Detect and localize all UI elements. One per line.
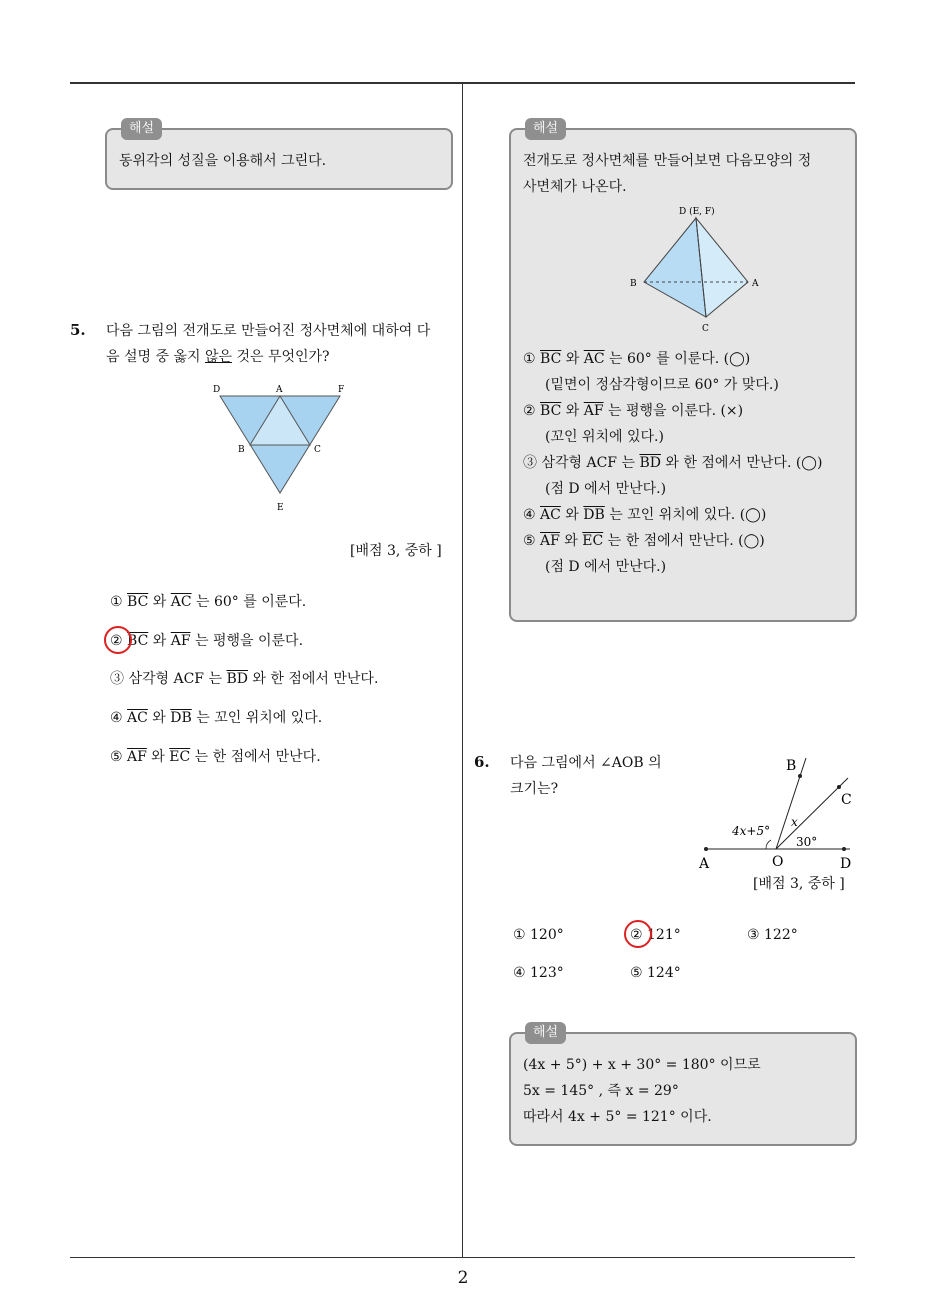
- left-explanation-box: [105, 121, 453, 190]
- explanation-item-3: ③ 삼각형 ACF 는 $\overline{BD}$ 와 한 점에서 만난다. (◯): [523, 455, 823, 471]
- label-B: B: [238, 445, 245, 455]
- question-number: 5.: [70, 321, 86, 339]
- explanation-tag: 해설: [121, 118, 162, 140]
- explanation-text: 동위각의 성질을 이용해서 그린다.: [119, 153, 327, 169]
- label-B: B: [630, 279, 637, 289]
- angle-figure: [690, 752, 860, 874]
- label-D-EF: D (E, F): [679, 207, 715, 217]
- label-F: F: [338, 385, 345, 395]
- option-1[interactable]: ① $\overline{BC}$ 와 $\overline{AC}$ 는 60° 를 이룬다.: [110, 594, 307, 610]
- option-1[interactable]: ① 120°: [513, 927, 564, 943]
- explanation-item-2: ② $\overline{BC}$ 와 $\overline{AF}$ 는 평행을 이룬다. (×): [523, 403, 744, 419]
- explanation-note: (점 D 에서 만난다.): [545, 559, 667, 575]
- explanation-note: (밑면이 정삼각형이므로 60° 가 맞다.): [545, 377, 779, 393]
- question-text-line2: 음 설명 중 옳지 않은 것은 무엇인가?: [106, 349, 330, 365]
- column-divider: [462, 84, 463, 1257]
- score-label: [배점 3, 중하 ]: [350, 543, 442, 559]
- explanation-item-1: ① $\overline{BC}$ 와 $\overline{AC}$ 는 60° 를 이룬다. (◯): [523, 351, 751, 367]
- label-A: A: [699, 856, 710, 872]
- explanation-item-5: ⑤ $\overline{AF}$ 와 $\overline{EC}$ 는 한 점에서 만난다. (◯): [523, 533, 765, 549]
- label-C: C: [841, 792, 852, 808]
- explanation-line2: 5x = 145° , 즉 x = 29°: [523, 1083, 679, 1099]
- label-angle: 30°: [796, 835, 818, 849]
- net-figure: [210, 378, 360, 518]
- explanation-note: (점 D 에서 만난다.): [545, 481, 667, 497]
- explanation-tag: 해설: [525, 1022, 566, 1044]
- question-number: 6.: [474, 753, 490, 771]
- option-5[interactable]: ⑤ 124°: [630, 965, 681, 981]
- label-D: D: [840, 856, 852, 872]
- question-6: [474, 750, 694, 802]
- question-5: [70, 318, 460, 370]
- page-number: 2: [457, 1268, 469, 1288]
- label-C: C: [702, 324, 709, 334]
- label-D: D: [213, 385, 221, 395]
- label-O: O: [772, 854, 784, 870]
- option-4[interactable]: ④ $\overline{AC}$ 와 $\overline{DB}$ 는 꼬인 위치에 있다.: [110, 710, 323, 726]
- explanation-line1: (4x + 5°) + x + 30° = 180° 이므로: [523, 1057, 761, 1073]
- answer-circle-mark: [624, 920, 652, 948]
- label-A: A: [752, 279, 759, 289]
- explanation-line1: 전개도로 정사면체를 만들어보면 다음모양의 정: [523, 153, 812, 169]
- explanation-line3: 따라서 4x + 5° = 121° 이다.: [523, 1109, 712, 1125]
- option-4[interactable]: ④ 123°: [513, 965, 564, 981]
- option-5[interactable]: ⑤ $\overline{AF}$ 와 $\overline{EC}$ 는 한 점에서 만난다.: [110, 749, 321, 765]
- score-label: [배점 3, 중하 ]: [753, 876, 845, 892]
- question-text-line2: 크기는?: [510, 781, 559, 797]
- label-A: A: [276, 385, 283, 395]
- option-2[interactable]: ② $\overline{BC}$ 와 $\overline{AF}$ 는 평행을 이룬다.: [110, 633, 304, 649]
- explanation-item-4: ④ $\overline{AC}$ 와 $\overline{DB}$ 는 꼬인 위치에 있다. (◯): [523, 507, 767, 523]
- right-explanation-box-1: [509, 121, 857, 622]
- explanation-note: (꼬인 위치에 있다.): [545, 429, 664, 445]
- question-text-line1: 다음 그림의 전개도로 만들어진 정사면체에 대하여 다: [106, 323, 431, 339]
- label-E: E: [277, 503, 284, 513]
- label-x: x: [791, 815, 798, 829]
- answer-circle-mark: [104, 626, 132, 654]
- explanation-tag: 해설: [525, 118, 566, 140]
- label-expr: 4x+5°: [732, 824, 771, 838]
- label-C: C: [314, 445, 321, 455]
- option-3[interactable]: ③ 122°: [747, 927, 798, 943]
- option-3[interactable]: ③ 삼각형 ACF 는 $\overline{BD}$ 와 한 점에서 만난다.: [110, 671, 379, 687]
- question-text-line1: 다음 그림에서 ∠AOB 의: [510, 755, 662, 771]
- option-2[interactable]: ② 121°: [630, 927, 681, 943]
- right-explanation-box-2: [509, 1025, 857, 1146]
- bottom-rule: [70, 1257, 855, 1258]
- explanation-items: [523, 346, 843, 580]
- tetrahedron-figure: [523, 202, 845, 342]
- label-B: B: [786, 758, 797, 774]
- explanation-line2: 사면체가 나온다.: [523, 179, 627, 195]
